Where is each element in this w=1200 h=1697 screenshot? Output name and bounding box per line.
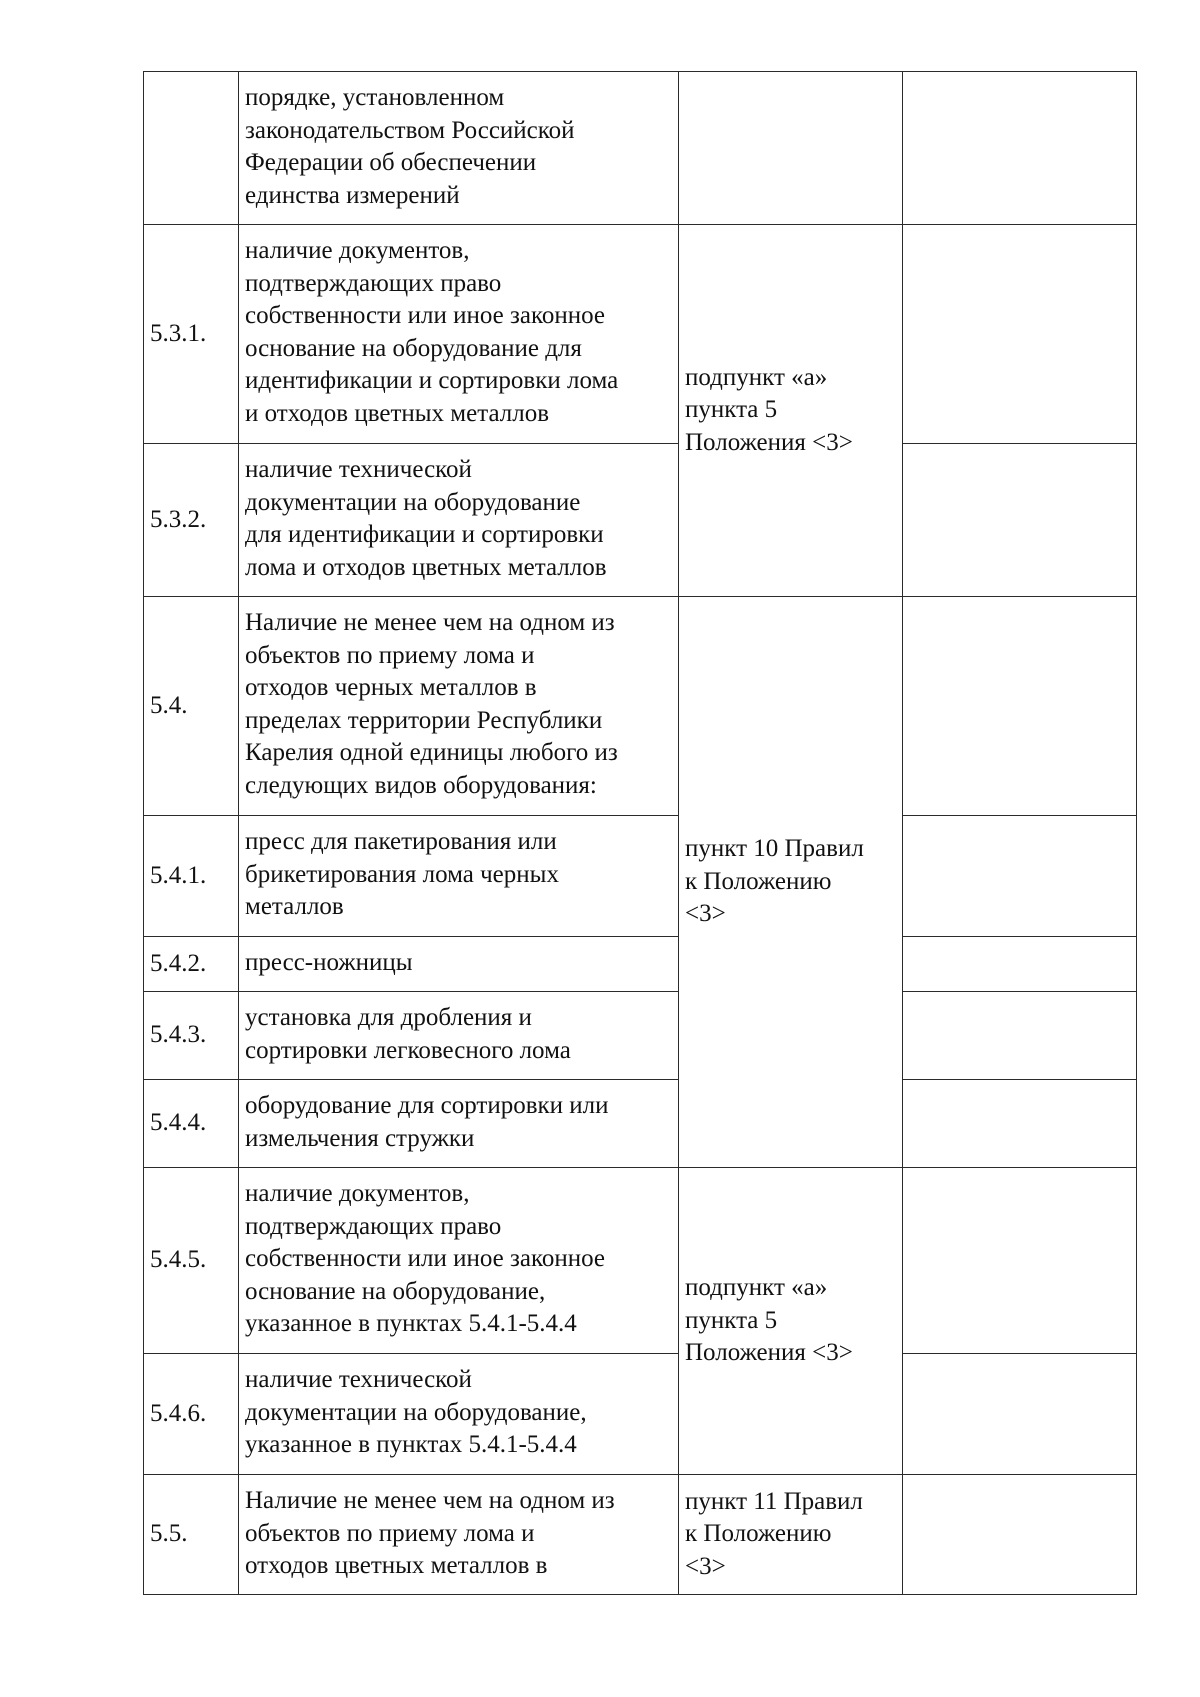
row-number: 5.3.2. bbox=[144, 444, 239, 597]
row-extra bbox=[903, 1080, 1137, 1168]
row-extra bbox=[903, 1354, 1137, 1475]
table-row bbox=[144, 444, 1137, 597]
table-row bbox=[144, 225, 1137, 444]
row-extra bbox=[903, 1168, 1137, 1354]
table-row bbox=[144, 992, 1137, 1080]
row-description: Наличие не менее чем на одном из объектов по приему лома и отходов черных металлов в пределах территории Республики Карелия одной единицы любого из следующих видов оборудования: bbox=[239, 597, 679, 816]
row-number: 5.3.1. bbox=[144, 225, 239, 444]
row-number: 5.4. bbox=[144, 597, 239, 816]
row-description: пресс для пакетирования или брикетирования лома черных металлов bbox=[239, 816, 679, 937]
row-number: 5.4.2. bbox=[144, 937, 239, 992]
row-number bbox=[144, 72, 239, 225]
row-description: Наличие не менее чем на одном из объектов по приему лома и отходов цветных металлов в bbox=[239, 1475, 679, 1595]
row-description: наличие технической документации на оборудование, указанное в пунктах 5.4.1-5.4.4 bbox=[239, 1354, 679, 1475]
row-number: 5.4.5. bbox=[144, 1168, 239, 1354]
table-row bbox=[144, 816, 1137, 937]
table-row bbox=[144, 597, 1137, 816]
requirements-table bbox=[143, 71, 1137, 1595]
row-extra bbox=[903, 816, 1137, 937]
row-reference: пункт 10 Правил к Положению <3> bbox=[679, 597, 903, 1168]
row-number: 5.4.3. bbox=[144, 992, 239, 1080]
row-extra bbox=[903, 72, 1137, 225]
table-row bbox=[144, 72, 1137, 225]
row-description: наличие технической документации на оборудование для идентификации и сортировки лома и отходов цветных металлов bbox=[239, 444, 679, 597]
row-number: 5.4.6. bbox=[144, 1354, 239, 1475]
table-row bbox=[144, 1354, 1137, 1475]
table-row bbox=[144, 1168, 1137, 1354]
row-number: 5.4.1. bbox=[144, 816, 239, 937]
row-extra bbox=[903, 992, 1137, 1080]
row-description: наличие документов, подтверждающих право собственности или иное законное основание на оборудование для идентификации и сортировки лома и отходов цветных металлов bbox=[239, 225, 679, 444]
row-extra bbox=[903, 937, 1137, 992]
table-row bbox=[144, 1475, 1137, 1595]
row-description: порядке, установленном законодательством Российской Федерации об обеспечении единства измерений bbox=[239, 72, 679, 225]
table-row bbox=[144, 1080, 1137, 1168]
row-extra bbox=[903, 225, 1137, 444]
row-reference bbox=[679, 72, 903, 225]
row-extra bbox=[903, 597, 1137, 816]
row-description: пресс-ножницы bbox=[239, 937, 679, 992]
row-description: наличие документов, подтверждающих право собственности или иное законное основание на оборудование, указанное в пунктах 5.4.1-5.4.4 bbox=[239, 1168, 679, 1354]
row-extra bbox=[903, 1475, 1137, 1595]
row-extra bbox=[903, 444, 1137, 597]
row-reference: подпункт «а» пункта 5 Положения <3> bbox=[679, 1168, 903, 1475]
row-number: 5.5. bbox=[144, 1475, 239, 1595]
row-description: установка для дробления и сортировки легковесного лома bbox=[239, 992, 679, 1080]
row-number: 5.4.4. bbox=[144, 1080, 239, 1168]
row-reference: подпункт «а» пункта 5 Положения <3> bbox=[679, 225, 903, 597]
row-reference: пункт 11 Правил к Положению <3> bbox=[679, 1475, 903, 1595]
row-description: оборудование для сортировки или измельчения стружки bbox=[239, 1080, 679, 1168]
table-row bbox=[144, 937, 1137, 992]
